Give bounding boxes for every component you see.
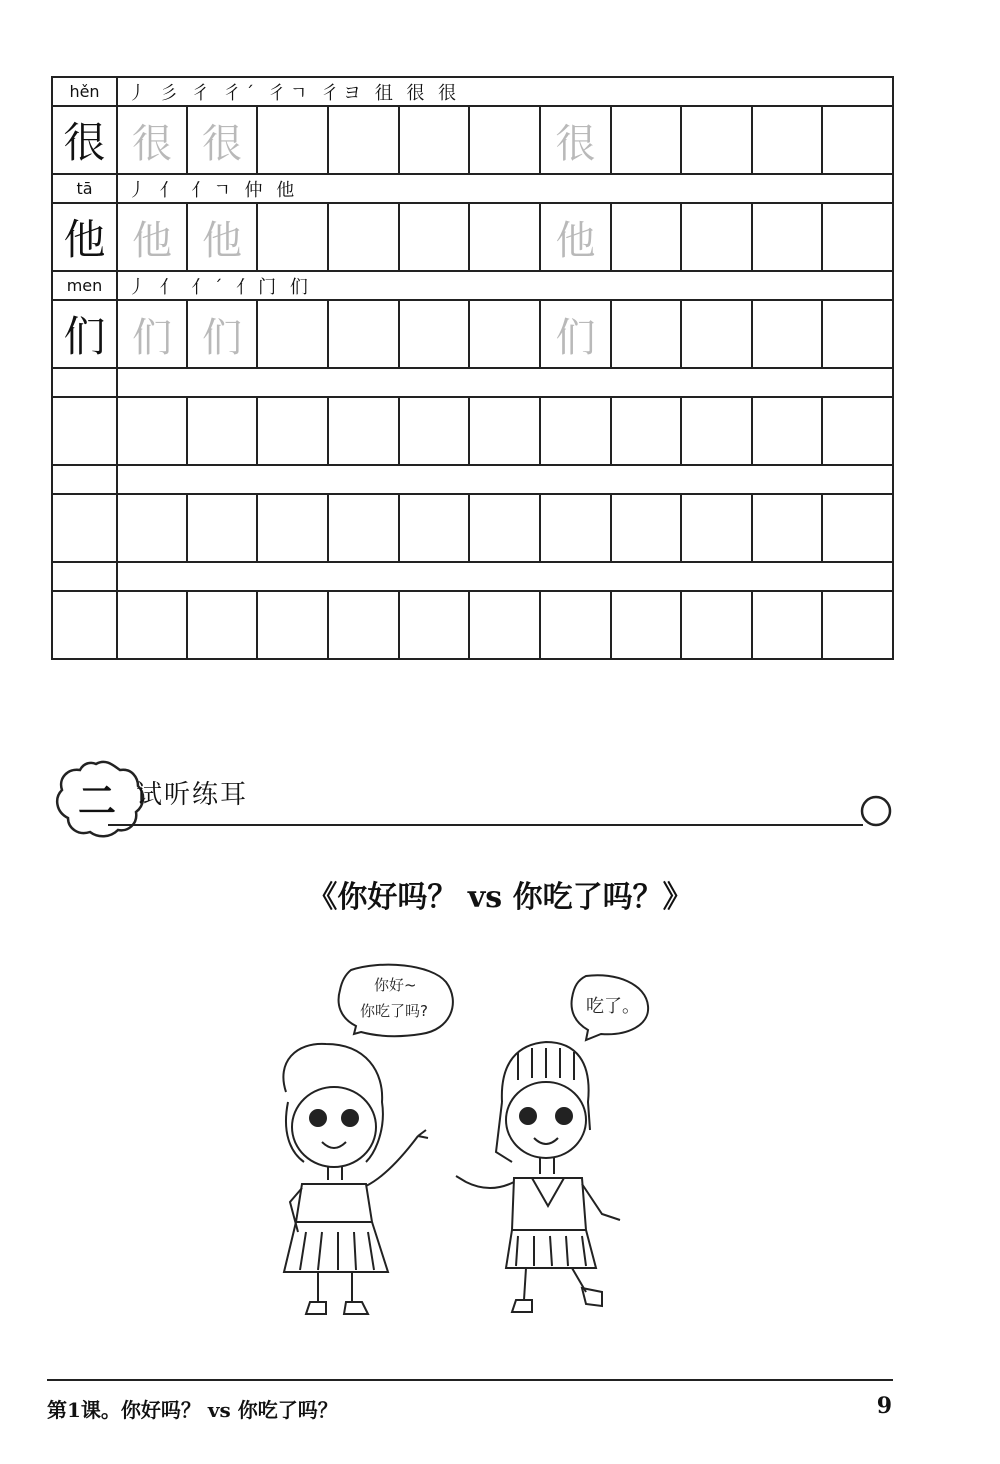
stroke-order: 丿 彡 彳 彳ˊ 彳ㄱ 彳ヨ 徂 很 很	[117, 77, 893, 106]
practice-cell[interactable]	[752, 591, 822, 659]
practice-cell[interactable]	[328, 203, 399, 271]
bubble-left-line1: 你好~	[374, 976, 417, 994]
practice-cell[interactable]	[611, 300, 681, 368]
practice-cell[interactable]	[399, 397, 469, 465]
practice-cell[interactable]	[257, 300, 328, 368]
practice-cell[interactable]	[257, 494, 328, 562]
practice-cell[interactable]	[822, 203, 893, 271]
spacer-cell	[469, 300, 540, 368]
practice-cell[interactable]	[257, 106, 328, 174]
practice-cell[interactable]	[328, 494, 399, 562]
practice-cell[interactable]	[117, 494, 187, 562]
practice-cell[interactable]	[187, 591, 257, 659]
practice-cell[interactable]	[117, 397, 187, 465]
trace-character: 他	[117, 203, 187, 271]
spacer-cell	[469, 106, 540, 174]
pinyin-cell[interactable]	[52, 465, 117, 494]
practice-cell[interactable]	[752, 494, 822, 562]
stroke-order: 丿 亻 亻ㄱ 仲 他	[117, 174, 893, 203]
practice-cell[interactable]	[540, 494, 611, 562]
practice-cell[interactable]	[611, 494, 681, 562]
bubble-left-line2: 你吃了吗?	[360, 1002, 428, 1020]
practice-cell[interactable]	[328, 300, 399, 368]
practice-cell[interactable]	[469, 494, 540, 562]
spacer-cell	[469, 203, 540, 271]
stroke-order: 丿 亻 亻ˊ 亻门 们	[117, 271, 893, 300]
practice-cell[interactable]	[752, 397, 822, 465]
model-character: 他	[52, 203, 117, 271]
trace-character: 们	[540, 300, 611, 368]
practice-cell[interactable]	[52, 397, 117, 465]
right-girl	[456, 1042, 620, 1312]
section-circle-icon	[862, 797, 890, 825]
trace-character: 他	[187, 203, 257, 271]
practice-cell[interactable]	[540, 591, 611, 659]
practice-cell[interactable]	[399, 106, 469, 174]
practice-cell[interactable]	[822, 591, 893, 659]
practice-cell[interactable]	[52, 494, 117, 562]
practice-cell[interactable]	[681, 106, 752, 174]
practice-cell[interactable]	[328, 591, 399, 659]
practice-cell[interactable]	[681, 494, 752, 562]
practice-cell[interactable]	[257, 397, 328, 465]
pinyin-cell[interactable]	[52, 562, 117, 591]
pinyin-cell: tā	[52, 174, 117, 203]
page-subtitle: 《你好吗？ vs 你吃了吗？》	[307, 880, 693, 915]
trace-character: 很	[187, 106, 257, 174]
practice-cell[interactable]	[611, 397, 681, 465]
pinyin-cell: hěn	[52, 77, 117, 106]
footer-lesson-title: 第1课。你好吗？ vs 你吃了吗？	[47, 1398, 338, 1422]
practice-cell[interactable]	[681, 203, 752, 271]
practice-cell[interactable]	[752, 203, 822, 271]
bubble-right-text: 吃了。	[586, 996, 640, 1017]
trace-character: 很	[540, 106, 611, 174]
practice-cell[interactable]	[469, 591, 540, 659]
practice-cell[interactable]	[752, 106, 822, 174]
practice-cell[interactable]	[469, 397, 540, 465]
pinyin-cell: men	[52, 271, 117, 300]
section-title: 试听练耳	[136, 780, 249, 810]
pinyin-cell[interactable]	[52, 368, 117, 397]
writing-practice-grid	[51, 76, 894, 660]
practice-cell[interactable]	[399, 203, 469, 271]
practice-cell[interactable]	[822, 300, 893, 368]
model-character: 们	[52, 300, 117, 368]
practice-cell[interactable]	[822, 106, 893, 174]
practice-cell[interactable]	[681, 397, 752, 465]
trace-character: 们	[187, 300, 257, 368]
stroke-order[interactable]	[117, 465, 893, 494]
practice-cell[interactable]	[399, 494, 469, 562]
practice-cell[interactable]	[257, 203, 328, 271]
practice-cell[interactable]	[187, 494, 257, 562]
practice-cell[interactable]	[611, 106, 681, 174]
stroke-order[interactable]	[117, 562, 893, 591]
practice-cell[interactable]	[681, 300, 752, 368]
practice-cell[interactable]	[611, 591, 681, 659]
trace-character: 他	[540, 203, 611, 271]
practice-cell[interactable]	[328, 397, 399, 465]
practice-cell[interactable]	[752, 300, 822, 368]
practice-cell[interactable]	[52, 591, 117, 659]
practice-cell[interactable]	[399, 300, 469, 368]
practice-cell[interactable]	[540, 397, 611, 465]
practice-cell[interactable]	[117, 591, 187, 659]
footer-divider	[47, 1379, 893, 1381]
practice-cell[interactable]	[681, 591, 752, 659]
practice-cell[interactable]	[822, 494, 893, 562]
trace-character: 们	[117, 300, 187, 368]
left-girl	[283, 1044, 428, 1314]
practice-cell[interactable]	[328, 106, 399, 174]
practice-cell[interactable]	[399, 591, 469, 659]
section-number: 二	[78, 779, 117, 823]
practice-cell[interactable]	[611, 203, 681, 271]
practice-cell[interactable]	[187, 397, 257, 465]
page-number: 9	[876, 1393, 892, 1419]
practice-cell[interactable]	[257, 591, 328, 659]
trace-character: 很	[117, 106, 187, 174]
model-character: 很	[52, 106, 117, 174]
practice-cell[interactable]	[822, 397, 893, 465]
stroke-order[interactable]	[117, 368, 893, 397]
two-girls-illustration	[256, 952, 656, 1332]
